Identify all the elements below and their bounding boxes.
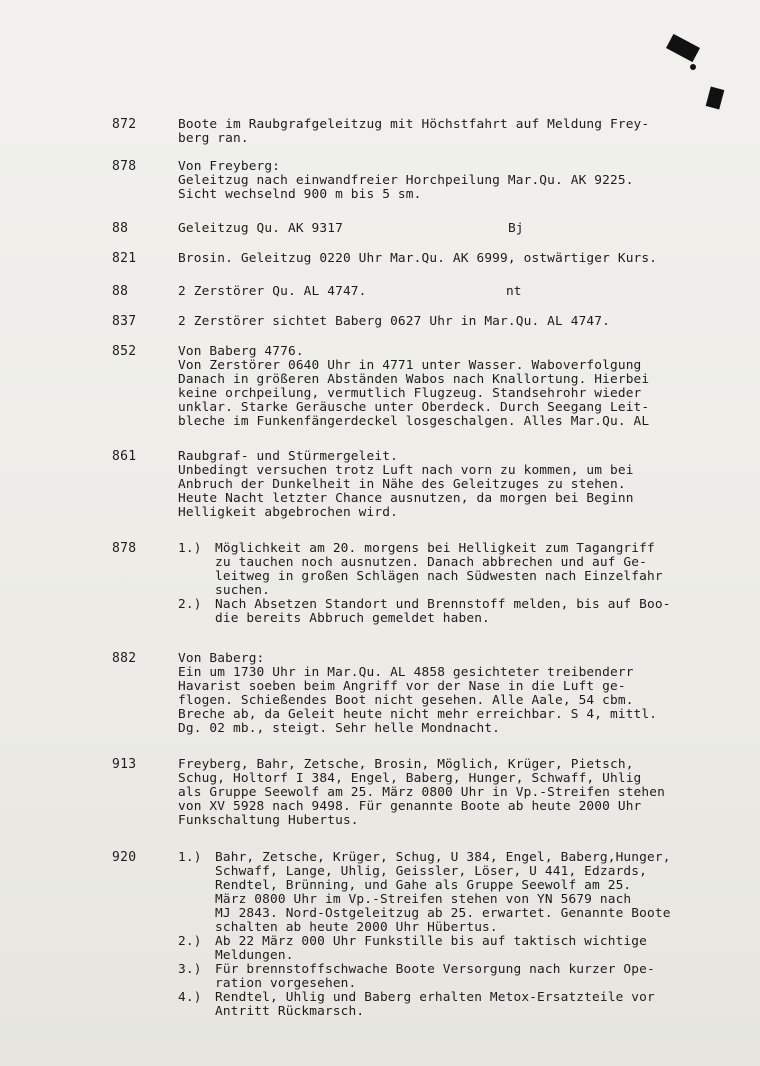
entry-text-line: 2 Zerstörer Qu. AL 4747. — [178, 284, 367, 299]
entry-number: 878 — [112, 541, 137, 556]
entry-text-line: unklar. Starke Geräusche unter Oberdeck. Durch Seegang Leit- — [178, 400, 650, 415]
entry-number: 88 — [112, 221, 129, 236]
entry-number: 852 — [112, 344, 137, 359]
entry-text-line: keine orchpeilung, vermutlich Flugzeug. Standsehrohr wieder — [178, 386, 642, 401]
item-text-line: Ab 22 März 000 Uhr Funkstille bis auf taktisch wichtige — [215, 934, 647, 949]
item-label: 2.) — [178, 597, 202, 612]
item-text-line: die bereits Abbruch gemeldet haben. — [215, 611, 490, 626]
entry-text-line: Havarist soeben beim Angriff vor der Nase in die Luft ge- — [178, 679, 626, 694]
entry-number: 882 — [112, 651, 137, 666]
entry-text-line: Anbruch der Dunkelheit in Nähe des Geleitzuges zu stehen. — [178, 477, 626, 492]
entry-text-line: Von Baberg 4776. — [178, 344, 304, 359]
item-text-line: Möglichkeit am 20. morgens bei Helligkeit zum Tagangriff — [215, 541, 655, 556]
entry-text-line: Ein um 1730 Uhr in Mar.Qu. AL 4858 gesichteter treibenderr — [178, 665, 634, 680]
entry-text-line: Von Zerstörer 0640 Uhr in 4771 unter Wasser. Waboverfolgung — [178, 358, 642, 373]
item-text-line: Rendtel, Brünning, und Gahe als Gruppe Seewolf am 25. — [215, 878, 632, 893]
entry-text-line: Danach in größeren Abständen Wabos nach Knallortung. Hierbei — [178, 372, 650, 387]
entry-text-line: Freyberg, Bahr, Zetsche, Brosin, Möglich, Krüger, Pietsch, — [178, 757, 634, 772]
item-text-line: leitweg in großen Schlägen nach Südwesten nach Einzelfahr — [215, 569, 663, 584]
entry-text-line: von XV 5928 nach 9498. Für genannte Boote ab heute 2000 Uhr — [178, 799, 642, 814]
entry-text-line: Geleitzug Qu. AK 9317 — [178, 221, 343, 236]
entry-text-line: berg ran. — [178, 131, 249, 146]
entry-text-line: Raubgraf- und Stürmergeleit. — [178, 449, 398, 464]
item-label: 1.) — [178, 541, 202, 556]
item-text-line: ration vorgesehen. — [215, 976, 357, 991]
item-text-line: zu tauchen noch ausnutzen. Danach abbrechen und auf Ge- — [215, 555, 647, 570]
item-text-line: Für brennstoffschwache Boote Versorgung nach kurzer Ope- — [215, 962, 655, 977]
entry-text-line: als Gruppe Seewolf am 25. März 0800 Uhr in Vp.-Streifen stehen — [178, 785, 665, 800]
item-text-line: Meldungen. — [215, 948, 294, 963]
entry-text-line: flogen. Schießendes Boot nicht gesehen. Alle Aale, 54 cbm. — [178, 693, 634, 708]
item-label: 3.) — [178, 962, 202, 977]
entry-number: 861 — [112, 449, 137, 464]
entry-text-line: Boote im Raubgrafgeleitzug mit Höchstfahrt auf Meldung Frey- — [178, 117, 650, 132]
entry-text-line: Dg. 02 mb., steigt. Sehr helle Mondnacht. — [178, 721, 501, 736]
entry-number: 913 — [112, 757, 137, 772]
item-text-line: Schwaff, Lange, Uhlig, Geissler, Löser, U 441, Edzards, — [215, 864, 647, 879]
item-text-line: Antritt Rückmarsch. — [215, 1004, 365, 1019]
item-label: 2.) — [178, 934, 202, 949]
entry-number: 878 — [112, 159, 137, 174]
entry-number: 821 — [112, 251, 137, 266]
entry-text-line: Sicht wechselnd 900 m bis 5 sm. — [178, 187, 422, 202]
item-label: 4.) — [178, 990, 202, 1005]
corner-ink-mark — [706, 87, 725, 110]
item-text-line: schalten ab heute 2000 Uhr Hübertus. — [215, 920, 498, 935]
entry-text-line: 2 Zerstörer sichtet Baberg 0627 Uhr in Mar.Qu. AL 4747. — [178, 314, 610, 329]
entry-text-line: Unbedingt versuchen trotz Luft nach vorn zu kommen, um bei — [178, 463, 634, 478]
side-note: nt — [506, 284, 522, 299]
entry-text-line: Breche ab, da Geleit heute nicht mehr erreichbar. S 4, mittl. — [178, 707, 658, 722]
entry-number: 88 — [112, 284, 129, 299]
item-label: 1.) — [178, 850, 202, 865]
item-text-line: MJ 2843. Nord-Ostgeleitzug ab 25. erwartet. Genannte Boote — [215, 906, 671, 921]
entry-text-line: Schug, Holtorf I 384, Engel, Baberg, Hunger, Schwaff, Uhlig — [178, 771, 642, 786]
entry-number: 920 — [112, 850, 137, 865]
entry-text-line: Geleitzug nach einwandfreier Horchpeilung Mar.Qu. AK 9225. — [178, 173, 634, 188]
entry-text-line: Von Freyberg: — [178, 159, 281, 174]
entry-number: 837 — [112, 314, 137, 329]
entry-text-line: Funkschaltung Hubertus. — [178, 813, 359, 828]
item-text-line: Rendtel, Uhlig und Baberg erhalten Metox-Ersatzteile vor — [215, 990, 655, 1005]
entry-text-line: Helligkeit abgebrochen wird. — [178, 505, 398, 520]
entry-text-line: Heute Nacht letzter Chance ausnutzen, da morgen bei Beginn — [178, 491, 634, 506]
item-text-line: suchen. — [215, 583, 270, 598]
item-text-line: März 0800 Uhr im Vp.-Streifen stehen von YN 5679 nach — [215, 892, 632, 907]
side-note: Bj — [508, 221, 524, 236]
corner-ink-mark — [666, 34, 700, 62]
item-text-line: Bahr, Zetsche, Krüger, Schug, U 384, Engel, Baberg,Hunger, — [215, 850, 671, 865]
corner-ink-mark — [690, 64, 696, 70]
entry-number: 872 — [112, 117, 137, 132]
entry-text-line: Brosin. Geleitzug 0220 Uhr Mar.Qu. AK 6999, ostwärtiger Kurs. — [178, 251, 658, 266]
entry-text-line: Von Baberg: — [178, 651, 265, 666]
item-text-line: Nach Absetzen Standort und Brennstoff melden, bis auf Boo- — [215, 597, 671, 612]
entry-text-line: bleche im Funkenfängerdeckel losgeschalgen. Alles Mar.Qu. AL — [178, 414, 650, 429]
